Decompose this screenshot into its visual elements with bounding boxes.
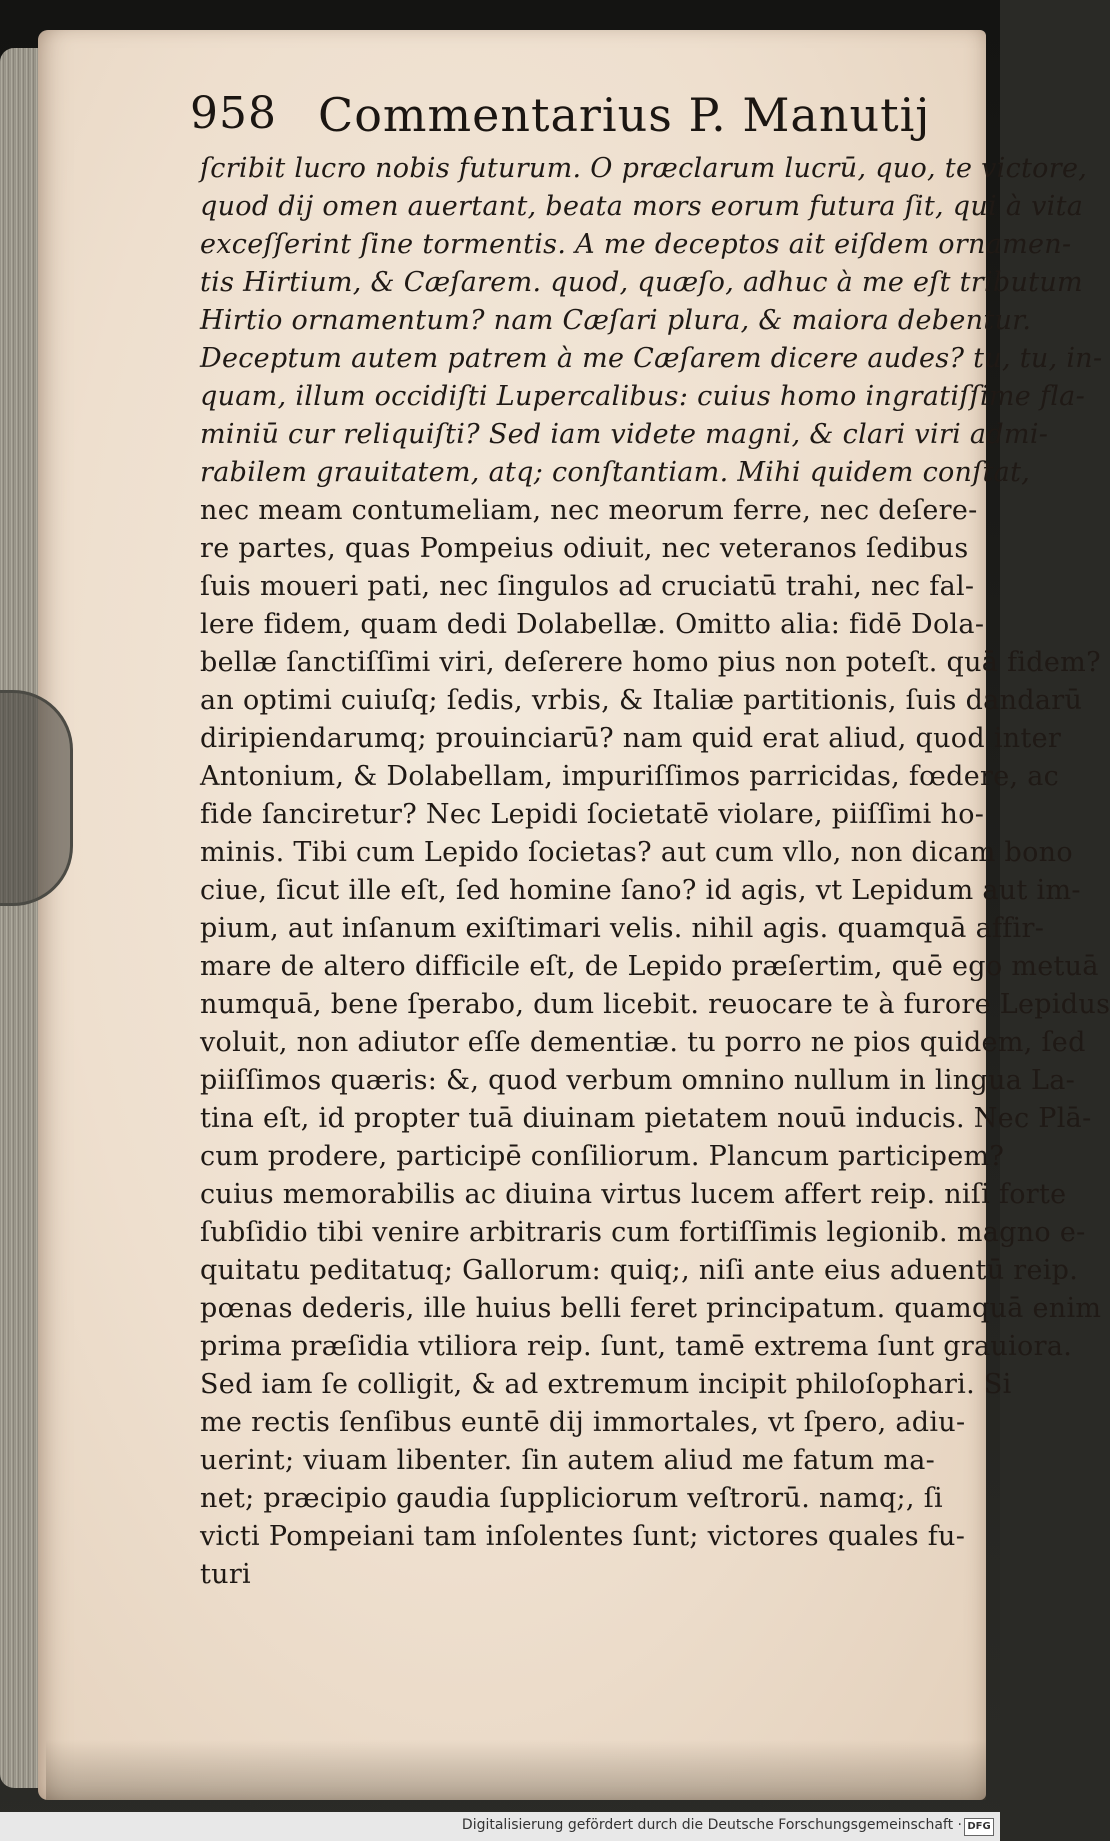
dfg-logo: DFG [964,1818,994,1836]
text-line: tis Hirtium, & Cæſarem. quod, quæſo, adhuc à me eſt tributum [200,267,1083,298]
text-line: pœnas dederis, ille huius belli feret principatum. quamquā enim [200,1293,1102,1324]
page-number: 958 [190,88,277,139]
text-line: quitatu peditatuq; Gallorum: quiq;, niſi ante eius aduentū reip. [200,1255,1079,1286]
text-line: ſuis moueri pati, nec ſingulos ad cruciatū trahi, nec fal- [200,571,975,602]
text-line: victi Pompeiani tam inſolentes ſunt; victores quales fu- [200,1521,966,1552]
text-line: net; præcipio gaudia ſuppliciorum veſtrorū. namq;, ſi [200,1483,943,1514]
text-line: cum prodere, participē conſiliorum. Plancum participem? [200,1141,1005,1172]
page-shadow [46,1740,986,1800]
text-line: lere fidem, quam dedi Dolabellæ. Omitto alia: fidē Dola- [200,609,985,640]
text-line: Deceptum autem patrem à me Cæſarem dicere audes? tu, tu, in- [200,343,1103,374]
text-line: an optimi cuiuſq; ſedis, vrbis, & Italiæ partitionis, ſuis dandarū [200,685,1083,716]
text-line: pium, aut inſanum exiſtimari velis. nihil agis. quamquā affir- [200,913,1045,944]
text-line: Hirtio ornamentum? nam Cæſari plura, & maiora debentur. [200,305,1032,336]
text-line: quam, illum occidiſti Lupercalibus: cuius homo ingratiſſime fla- [200,381,1086,412]
page-header [190,88,931,148]
text-line: cuius memorabilis ac diuina virtus lucem affert reip. niſi forte [200,1179,1067,1210]
funding-credit: Digitalisierung gefördert durch die Deutsche Forschungsgemeinschaft · [461,1817,962,1833]
text-line: minis. Tibi cum Lepido ſocietas? aut cum vllo, non dicam bono [200,837,1073,868]
text-line: Sed iam ſe colligit, & ad extremum incipit philoſophari. Si [200,1369,1012,1400]
text-line: diripiendarumq; prouinciarū? nam quid erat aliud, quod inter [200,723,1062,754]
text-line: prima præſidia vtiliora reip. ſunt, tamē extrema ſunt grauiora. [200,1331,1073,1362]
running-title: Commentarius P. Manutij [318,88,931,142]
digitization-footer [0,1812,1000,1841]
text-line: rabilem grauitatem, atq; conſtantiam. Mihi quidem conſtat, [200,457,1031,488]
text-line: Antonium, & Dolabellam, impuriſſimos parricidas, fœdere, ac [200,761,1060,792]
text-line: quod dij omen auertant, beata mors eorum futura ſit, qui à vita [200,191,1084,222]
text-line: ciue, ſicut ille eſt, ſed homine ſano? id agis, vt Lepidum aut im- [200,875,1081,906]
text-line: me rectis ſenſibus euntē dij immortales, vt ſpero, adiu- [200,1407,966,1438]
text-line: voluit, non adiutor eſſe dementiæ. tu porro ne pios quidem, ſed [200,1027,1086,1058]
book-clasp [0,690,73,906]
body-text [200,150,1110,1650]
text-line: numquā, bene ſperabo, dum licebit. reuocare te à furore Lepidus [200,989,1110,1020]
text-line: uerint; viuam libenter. ſin autem aliud me fatum ma- [200,1445,936,1476]
text-line: piiſſimos quæris: &, quod verbum omnino nullum in lingua La- [200,1065,1076,1096]
text-line: exceſſerint ſine tormentis. A me deceptos ait eiſdem ornamen- [200,229,1072,260]
text-line: miniū cur reliquiſti? Sed iam videte magni, & clari viri admi- [200,419,1049,450]
text-line: ſcribit lucro nobis futurum. O præclarum lucrū, quo, te victore, [200,153,1088,184]
text-line: re partes, quas Pompeius odiuit, nec veteranos ſedibus [200,533,969,564]
text-line: turi [200,1559,251,1590]
text-line: ſubſidio tibi venire arbitraris cum fortiſſimis legionib. magno e- [200,1217,1086,1248]
text-line: fide ſanciretur? Nec Lepidi ſocietatē violare, piiſſimi ho- [200,799,985,830]
text-line: nec meam contumeliam, nec meorum ferre, nec deſere- [200,495,978,526]
text-line: tina eſt, id propter tuā diuinam pietatem nouū inducis. Nec Plā- [200,1103,1092,1134]
text-line: bellæ ſanctiſſimi viri, deſerere homo pius non poteſt. quā fidem? [200,647,1101,678]
text-line: mare de altero difficile eſt, de Lepido præſertim, quē ego metuā [200,951,1099,982]
